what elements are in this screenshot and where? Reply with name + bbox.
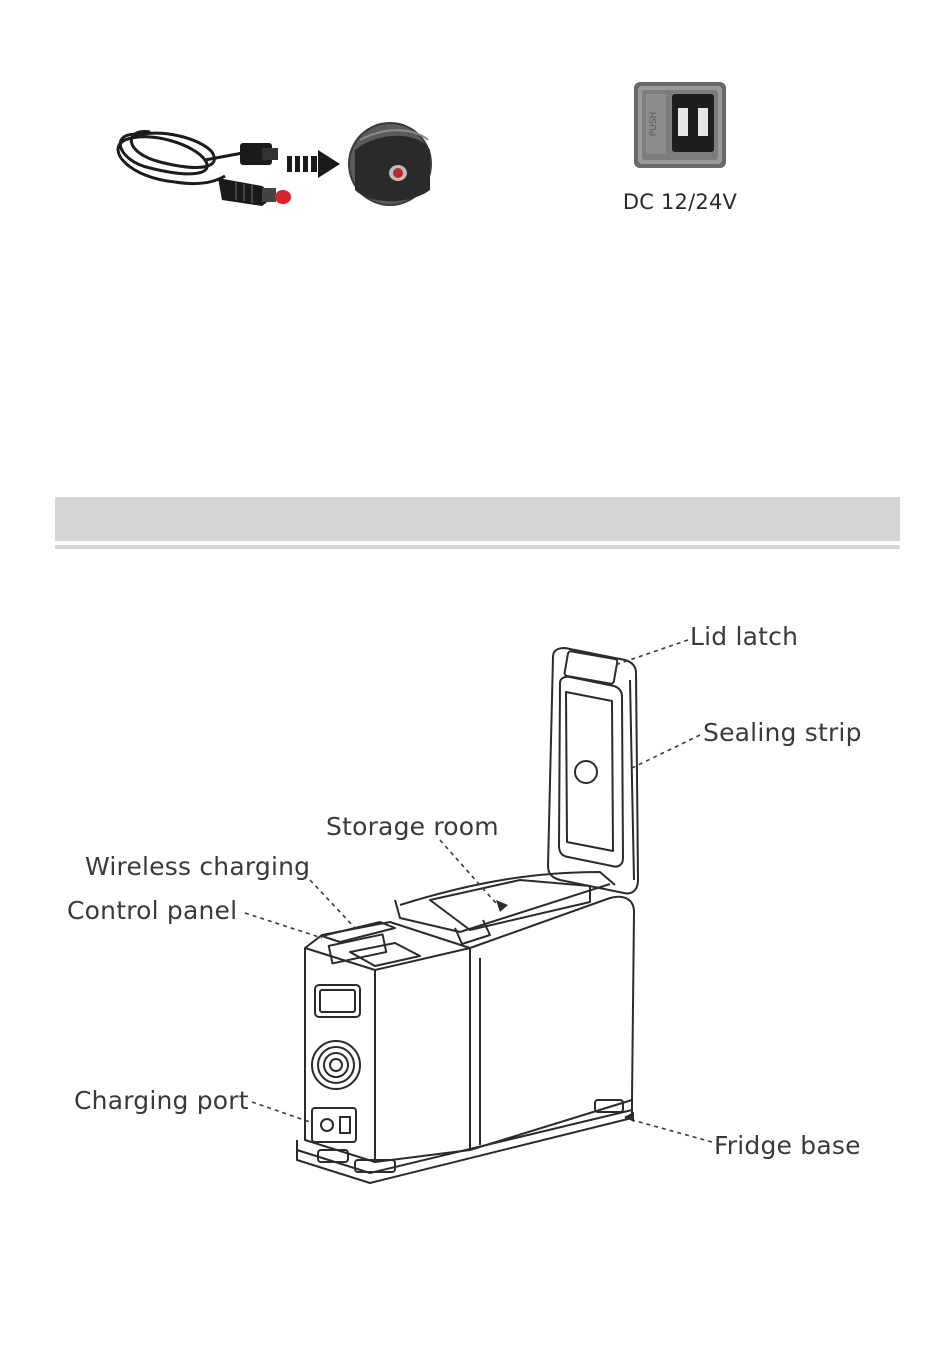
callout-wireless-charging: Wireless charging [85, 852, 311, 881]
callout-lid-latch: Lid latch [690, 622, 799, 651]
charging-port-icon [312, 1108, 356, 1142]
dc-connector [240, 143, 278, 165]
leader-arrowheads [496, 900, 634, 1122]
fan-vent-icon [312, 1041, 360, 1089]
control-panel-top [322, 922, 420, 966]
callout-sealing-strip: Sealing strip [703, 718, 862, 747]
dc-socket-closeup [348, 122, 432, 206]
callout-control-panel: Control panel [67, 896, 238, 925]
dc-power-socket-icon [632, 80, 728, 172]
callout-charging-port: Charging port [74, 1086, 249, 1115]
callout-storage-room: Storage room [326, 812, 499, 841]
cigarette-plug [218, 178, 291, 206]
voltage-label: DC 12/24V [622, 190, 738, 214]
insert-arrow-icon [287, 150, 340, 178]
callout-fridge-base: Fridge base [714, 1131, 861, 1160]
cable-coil [118, 132, 248, 184]
car-charger-cable-illustration [0, 0, 950, 260]
svg-text:PUSH: PUSH [649, 111, 659, 137]
section-header-band [55, 497, 900, 541]
leader-lines [245, 640, 712, 1142]
fridge-lid [548, 648, 638, 893]
section-divider [55, 545, 900, 549]
